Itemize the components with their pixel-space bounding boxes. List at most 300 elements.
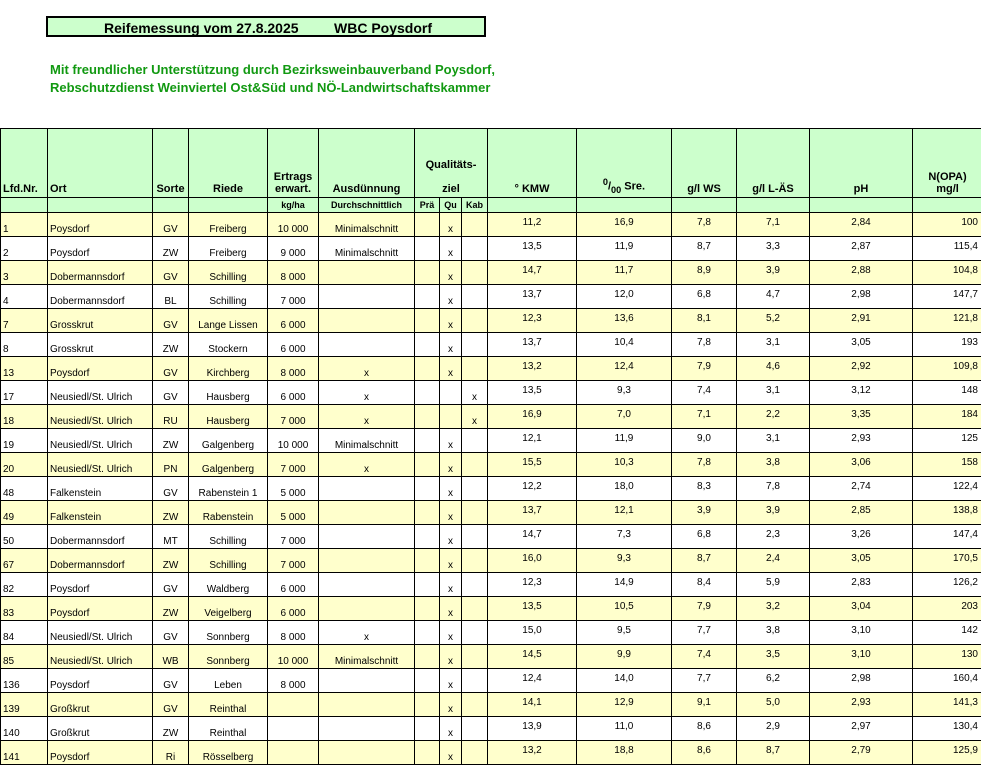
header-qualitaetsziel	[415, 129, 488, 198]
cell-riede: Schilling	[189, 549, 268, 573]
cell-kabinett	[462, 501, 488, 525]
table-row	[1, 381, 981, 405]
cell-aepfelsaeure: 3,9	[737, 501, 810, 525]
header-nitrogen	[913, 129, 981, 198]
cell-riede: Hausberg	[189, 381, 268, 405]
cell-saeure: 10,5	[577, 597, 672, 621]
table-row	[1, 501, 981, 525]
cell-kmw: 16,0	[488, 549, 577, 573]
cell-ph: 2,79	[810, 741, 913, 765]
cell-riede: Hausberg	[189, 405, 268, 429]
cell-saeure: 10,3	[577, 453, 672, 477]
cell-ertrag: 8 000	[268, 621, 319, 645]
cell-praedikat	[415, 429, 440, 453]
cell-qualitaet: x	[440, 597, 462, 621]
cell-lfd-nr: 17	[1, 381, 48, 405]
cell-saeure: 10,4	[577, 333, 672, 357]
cell-ertrag: 7 000	[268, 525, 319, 549]
cell-nitrogen: 130	[913, 645, 981, 669]
table-row	[1, 741, 981, 765]
cell-aepfelsaeure: 7,1	[737, 213, 810, 237]
cell-kmw: 13,5	[488, 381, 577, 405]
subheader-empty	[153, 198, 189, 213]
cell-qualitaet: x	[440, 213, 462, 237]
table-row	[1, 213, 981, 237]
cell-nitrogen: 160,4	[913, 669, 981, 693]
cell-sorte: Ri	[153, 741, 189, 765]
header-ph: pH	[810, 129, 913, 198]
cell-lfd-nr: 136	[1, 669, 48, 693]
cell-nitrogen: 100	[913, 213, 981, 237]
cell-praedikat	[415, 597, 440, 621]
header-qual-line2: ziel	[442, 183, 460, 195]
cell-weinsaeure: 7,8	[672, 213, 737, 237]
cell-qualitaet: x	[440, 261, 462, 285]
cell-weinsaeure: 7,8	[672, 333, 737, 357]
cell-aepfelsaeure: 3,5	[737, 645, 810, 669]
cell-ort: Grosskrut	[48, 309, 153, 333]
cell-weinsaeure: 7,9	[672, 597, 737, 621]
cell-weinsaeure: 7,7	[672, 621, 737, 645]
cell-riede: Rösselberg	[189, 741, 268, 765]
cell-ph: 3,04	[810, 597, 913, 621]
cell-riede: Stockern	[189, 333, 268, 357]
cell-ort: Dobermannsdorf	[48, 549, 153, 573]
cell-praedikat	[415, 285, 440, 309]
cell-ort: Poysdorf	[48, 237, 153, 261]
cell-ort: Poysdorf	[48, 597, 153, 621]
subheader-kabinett: Kab	[462, 198, 488, 213]
cell-riede: Galgenberg	[189, 429, 268, 453]
cell-weinsaeure: 7,4	[672, 645, 737, 669]
header-ort: Ort	[48, 129, 153, 198]
cell-ph: 3,26	[810, 525, 913, 549]
cell-ph: 2,98	[810, 669, 913, 693]
cell-saeure: 12,4	[577, 357, 672, 381]
cell-saeure: 12,9	[577, 693, 672, 717]
cell-ort: Falkenstein	[48, 477, 153, 501]
cell-kmw: 14,5	[488, 645, 577, 669]
cell-lfd-nr: 48	[1, 477, 48, 501]
cell-lfd-nr: 13	[1, 357, 48, 381]
cell-qualitaet: x	[440, 717, 462, 741]
cell-weinsaeure: 7,7	[672, 669, 737, 693]
cell-ausduennung: x	[319, 381, 415, 405]
cell-aepfelsaeure: 2,4	[737, 549, 810, 573]
cell-lfd-nr: 84	[1, 621, 48, 645]
cell-ertrag: 10 000	[268, 213, 319, 237]
header-ertrag-line2: erwart.	[275, 183, 311, 195]
cell-nitrogen: 122,4	[913, 477, 981, 501]
cell-ertrag: 9 000	[268, 237, 319, 261]
cell-ort: Poysdorf	[48, 741, 153, 765]
cell-nitrogen: 147,7	[913, 285, 981, 309]
cell-sorte: BL	[153, 285, 189, 309]
table-row	[1, 645, 981, 669]
table-row	[1, 477, 981, 501]
cell-ort: Poysdorf	[48, 573, 153, 597]
cell-ort: Falkenstein	[48, 501, 153, 525]
cell-kabinett	[462, 693, 488, 717]
cell-ertrag: 6 000	[268, 381, 319, 405]
cell-weinsaeure: 8,6	[672, 717, 737, 741]
table-row	[1, 453, 981, 477]
cell-weinsaeure: 3,9	[672, 501, 737, 525]
cell-kmw: 15,5	[488, 453, 577, 477]
header-ausduennung: Ausdünnung	[319, 129, 415, 198]
cell-ph: 3,12	[810, 381, 913, 405]
header-row	[1, 129, 981, 198]
cell-lfd-nr: 83	[1, 597, 48, 621]
cell-lfd-nr: 20	[1, 453, 48, 477]
cell-saeure: 9,5	[577, 621, 672, 645]
cell-kabinett	[462, 429, 488, 453]
cell-ausduennung	[319, 501, 415, 525]
cell-saeure: 9,3	[577, 549, 672, 573]
cell-nitrogen: 121,8	[913, 309, 981, 333]
cell-ort: Neusiedl/St. Ulrich	[48, 453, 153, 477]
cell-praedikat	[415, 309, 440, 333]
cell-qualitaet: x	[440, 333, 462, 357]
header-weinsaeure: g/l WS	[672, 129, 737, 198]
cell-praedikat	[415, 213, 440, 237]
cell-kabinett	[462, 237, 488, 261]
table-row	[1, 357, 981, 381]
cell-qualitaet	[440, 405, 462, 429]
table-row	[1, 405, 981, 429]
cell-riede: Schilling	[189, 261, 268, 285]
cell-kmw: 13,2	[488, 357, 577, 381]
cell-ausduennung	[319, 333, 415, 357]
cell-kabinett	[462, 309, 488, 333]
cell-ausduennung	[319, 285, 415, 309]
cell-aepfelsaeure: 6,2	[737, 669, 810, 693]
cell-saeure: 13,6	[577, 309, 672, 333]
cell-ph: 2,74	[810, 477, 913, 501]
table-row	[1, 525, 981, 549]
cell-kabinett	[462, 357, 488, 381]
cell-praedikat	[415, 621, 440, 645]
cell-nitrogen: 147,4	[913, 525, 981, 549]
cell-nitrogen: 193	[913, 333, 981, 357]
cell-ertrag: 5 000	[268, 477, 319, 501]
cell-ertrag	[268, 717, 319, 741]
cell-sorte: RU	[153, 405, 189, 429]
table-row	[1, 693, 981, 717]
cell-saeure: 11,9	[577, 429, 672, 453]
cell-kabinett	[462, 525, 488, 549]
cell-sorte: ZW	[153, 717, 189, 741]
cell-qualitaet: x	[440, 501, 462, 525]
cell-ausduennung	[319, 477, 415, 501]
cell-qualitaet: x	[440, 357, 462, 381]
subheader-praedikat: Prä	[415, 198, 440, 213]
cell-ausduennung	[319, 549, 415, 573]
cell-ertrag: 7 000	[268, 285, 319, 309]
cell-sorte: GV	[153, 357, 189, 381]
cell-kmw: 13,9	[488, 717, 577, 741]
subtitle-line-2: Rebschutzdienst Weinviertel Ost&Süd und NÖ-Landwirtschaftskammer	[50, 80, 490, 95]
cell-ausduennung: Minimalschnitt	[319, 237, 415, 261]
cell-kabinett	[462, 285, 488, 309]
cell-sorte: GV	[153, 573, 189, 597]
cell-riede: Kirchberg	[189, 357, 268, 381]
cell-praedikat	[415, 549, 440, 573]
cell-ph: 3,06	[810, 453, 913, 477]
cell-saeure: 14,9	[577, 573, 672, 597]
cell-kmw: 12,1	[488, 429, 577, 453]
cell-ausduennung	[319, 525, 415, 549]
cell-ort: Neusiedl/St. Ulrich	[48, 429, 153, 453]
cell-weinsaeure: 7,4	[672, 381, 737, 405]
cell-ph: 2,93	[810, 429, 913, 453]
cell-qualitaet: x	[440, 573, 462, 597]
cell-sorte: ZW	[153, 237, 189, 261]
subtitle-line-1: Mit freundlicher Unterstützung durch Bezirksweinbauverband Poysdorf,	[50, 62, 495, 77]
table-row	[1, 597, 981, 621]
cell-ort: Dobermannsdorf	[48, 261, 153, 285]
cell-ph: 2,98	[810, 285, 913, 309]
subheader-empty	[672, 198, 737, 213]
cell-ertrag: 8 000	[268, 357, 319, 381]
cell-kmw: 12,3	[488, 309, 577, 333]
cell-weinsaeure: 8,7	[672, 237, 737, 261]
cell-ph: 3,05	[810, 333, 913, 357]
cell-sorte: GV	[153, 693, 189, 717]
cell-lfd-nr: 7	[1, 309, 48, 333]
cell-qualitaet: x	[440, 285, 462, 309]
cell-riede: Reinthal	[189, 693, 268, 717]
cell-qualitaet: x	[440, 429, 462, 453]
cell-kmw: 12,4	[488, 669, 577, 693]
cell-lfd-nr: 3	[1, 261, 48, 285]
cell-kmw: 13,7	[488, 285, 577, 309]
cell-sorte: PN	[153, 453, 189, 477]
cell-sorte: ZW	[153, 429, 189, 453]
cell-praedikat	[415, 693, 440, 717]
cell-nitrogen: 158	[913, 453, 981, 477]
cell-weinsaeure: 8,4	[672, 573, 737, 597]
cell-praedikat	[415, 405, 440, 429]
cell-ausduennung	[319, 741, 415, 765]
cell-lfd-nr: 19	[1, 429, 48, 453]
cell-nitrogen: 126,2	[913, 573, 981, 597]
cell-aepfelsaeure: 5,2	[737, 309, 810, 333]
cell-sorte: ZW	[153, 549, 189, 573]
cell-saeure: 9,9	[577, 645, 672, 669]
table-row	[1, 237, 981, 261]
cell-saeure: 9,3	[577, 381, 672, 405]
cell-nitrogen: 170,5	[913, 549, 981, 573]
cell-kmw: 13,5	[488, 597, 577, 621]
cell-qualitaet: x	[440, 453, 462, 477]
subheader-row	[1, 198, 981, 213]
cell-qualitaet: x	[440, 693, 462, 717]
cell-qualitaet: x	[440, 525, 462, 549]
cell-kmw: 14,7	[488, 525, 577, 549]
cell-lfd-nr: 140	[1, 717, 48, 741]
cell-kabinett	[462, 333, 488, 357]
cell-sorte: ZW	[153, 333, 189, 357]
cell-lfd-nr: 49	[1, 501, 48, 525]
cell-saeure: 12,1	[577, 501, 672, 525]
cell-praedikat	[415, 381, 440, 405]
cell-ph: 2,97	[810, 717, 913, 741]
cell-kabinett	[462, 213, 488, 237]
cell-weinsaeure: 9,1	[672, 693, 737, 717]
cell-riede: Sonnberg	[189, 621, 268, 645]
title-measurement: Reifemessung vom 27.8.2025	[104, 20, 299, 36]
cell-aepfelsaeure: 5,0	[737, 693, 810, 717]
cell-ausduennung	[319, 717, 415, 741]
cell-weinsaeure: 6,8	[672, 525, 737, 549]
cell-qualitaet: x	[440, 237, 462, 261]
header-lfd-nr: Lfd.Nr.	[1, 129, 48, 198]
cell-kabinett	[462, 453, 488, 477]
cell-ausduennung: x	[319, 621, 415, 645]
ripeness-table	[0, 128, 981, 765]
cell-weinsaeure: 7,9	[672, 357, 737, 381]
cell-kabinett	[462, 669, 488, 693]
cell-lfd-nr: 85	[1, 645, 48, 669]
cell-praedikat	[415, 261, 440, 285]
cell-weinsaeure: 8,3	[672, 477, 737, 501]
cell-kmw: 13,5	[488, 237, 577, 261]
cell-ph: 2,85	[810, 501, 913, 525]
cell-ertrag: 8 000	[268, 261, 319, 285]
cell-praedikat	[415, 453, 440, 477]
cell-ausduennung: x	[319, 453, 415, 477]
cell-praedikat	[415, 717, 440, 741]
cell-qualitaet: x	[440, 669, 462, 693]
cell-ph: 2,93	[810, 693, 913, 717]
cell-weinsaeure: 8,9	[672, 261, 737, 285]
cell-ort: Neusiedl/St. Ulrich	[48, 645, 153, 669]
cell-nitrogen: 115,4	[913, 237, 981, 261]
subheader-empty	[189, 198, 268, 213]
cell-lfd-nr: 82	[1, 573, 48, 597]
permil-sub: 00	[611, 185, 621, 195]
cell-riede: Rabenstein 1	[189, 477, 268, 501]
header-saeure-label: Sre.	[621, 181, 645, 193]
cell-ort: Großkrut	[48, 717, 153, 741]
cell-kabinett	[462, 717, 488, 741]
cell-aepfelsaeure: 8,7	[737, 741, 810, 765]
cell-nitrogen: 125,9	[913, 741, 981, 765]
cell-ertrag	[268, 741, 319, 765]
cell-weinsaeure: 7,1	[672, 405, 737, 429]
cell-praedikat	[415, 669, 440, 693]
cell-weinsaeure: 7,8	[672, 453, 737, 477]
cell-kmw: 12,3	[488, 573, 577, 597]
header-n-line1: N(OPA)	[928, 171, 966, 183]
cell-sorte: GV	[153, 213, 189, 237]
cell-kmw: 16,9	[488, 405, 577, 429]
cell-ertrag: 6 000	[268, 333, 319, 357]
subheader-empty	[48, 198, 153, 213]
cell-sorte: GV	[153, 621, 189, 645]
cell-lfd-nr: 139	[1, 693, 48, 717]
table-row	[1, 429, 981, 453]
cell-saeure: 18,8	[577, 741, 672, 765]
cell-kmw: 14,7	[488, 261, 577, 285]
cell-ertrag: 7 000	[268, 453, 319, 477]
cell-praedikat	[415, 237, 440, 261]
cell-praedikat	[415, 333, 440, 357]
cell-ausduennung	[319, 597, 415, 621]
cell-ort: Poysdorf	[48, 669, 153, 693]
cell-riede: Galgenberg	[189, 453, 268, 477]
table-row	[1, 285, 981, 309]
cell-saeure: 14,0	[577, 669, 672, 693]
cell-praedikat	[415, 357, 440, 381]
table-row	[1, 621, 981, 645]
cell-riede: Reinthal	[189, 717, 268, 741]
cell-ort: Dobermannsdorf	[48, 285, 153, 309]
cell-lfd-nr: 67	[1, 549, 48, 573]
cell-nitrogen: 142	[913, 621, 981, 645]
cell-qualitaet: x	[440, 741, 462, 765]
cell-ph: 2,88	[810, 261, 913, 285]
cell-praedikat	[415, 741, 440, 765]
cell-ausduennung: Minimalschnitt	[319, 429, 415, 453]
cell-praedikat	[415, 645, 440, 669]
cell-ausduennung: x	[319, 405, 415, 429]
cell-riede: Leben	[189, 669, 268, 693]
subheader-kgha: kg/ha	[268, 198, 319, 213]
cell-weinsaeure: 8,1	[672, 309, 737, 333]
cell-nitrogen: 141,3	[913, 693, 981, 717]
cell-ertrag	[268, 693, 319, 717]
cell-lfd-nr: 18	[1, 405, 48, 429]
table-row	[1, 549, 981, 573]
cell-ph: 3,10	[810, 621, 913, 645]
cell-riede: Sonnberg	[189, 645, 268, 669]
cell-ertrag: 10 000	[268, 645, 319, 669]
cell-saeure: 11,0	[577, 717, 672, 741]
header-n-line2: mg/l	[936, 183, 959, 195]
table-row	[1, 717, 981, 741]
cell-ausduennung	[319, 309, 415, 333]
cell-riede: Rabenstein	[189, 501, 268, 525]
cell-saeure: 16,9	[577, 213, 672, 237]
cell-aepfelsaeure: 3,1	[737, 333, 810, 357]
cell-ertrag: 10 000	[268, 429, 319, 453]
cell-qualitaet: x	[440, 621, 462, 645]
cell-aepfelsaeure: 3,8	[737, 453, 810, 477]
cell-qualitaet: x	[440, 549, 462, 573]
cell-sorte: GV	[153, 477, 189, 501]
cell-aepfelsaeure: 3,2	[737, 597, 810, 621]
cell-ph: 2,91	[810, 309, 913, 333]
subheader-qualitaet: Qu	[440, 198, 462, 213]
cell-ph: 2,92	[810, 357, 913, 381]
cell-nitrogen: 148	[913, 381, 981, 405]
cell-weinsaeure: 8,6	[672, 741, 737, 765]
cell-ph: 2,83	[810, 573, 913, 597]
header-saeure: $^0/_{00}$ Sre.	[577, 129, 672, 198]
cell-sorte: ZW	[153, 501, 189, 525]
subheader-empty	[810, 198, 913, 213]
cell-ausduennung	[319, 261, 415, 285]
table-row	[1, 309, 981, 333]
cell-ausduennung	[319, 669, 415, 693]
cell-kmw: 13,7	[488, 501, 577, 525]
table-row	[1, 669, 981, 693]
cell-kmw: 15,0	[488, 621, 577, 645]
cell-ertrag: 5 000	[268, 501, 319, 525]
cell-aepfelsaeure: 3,8	[737, 621, 810, 645]
